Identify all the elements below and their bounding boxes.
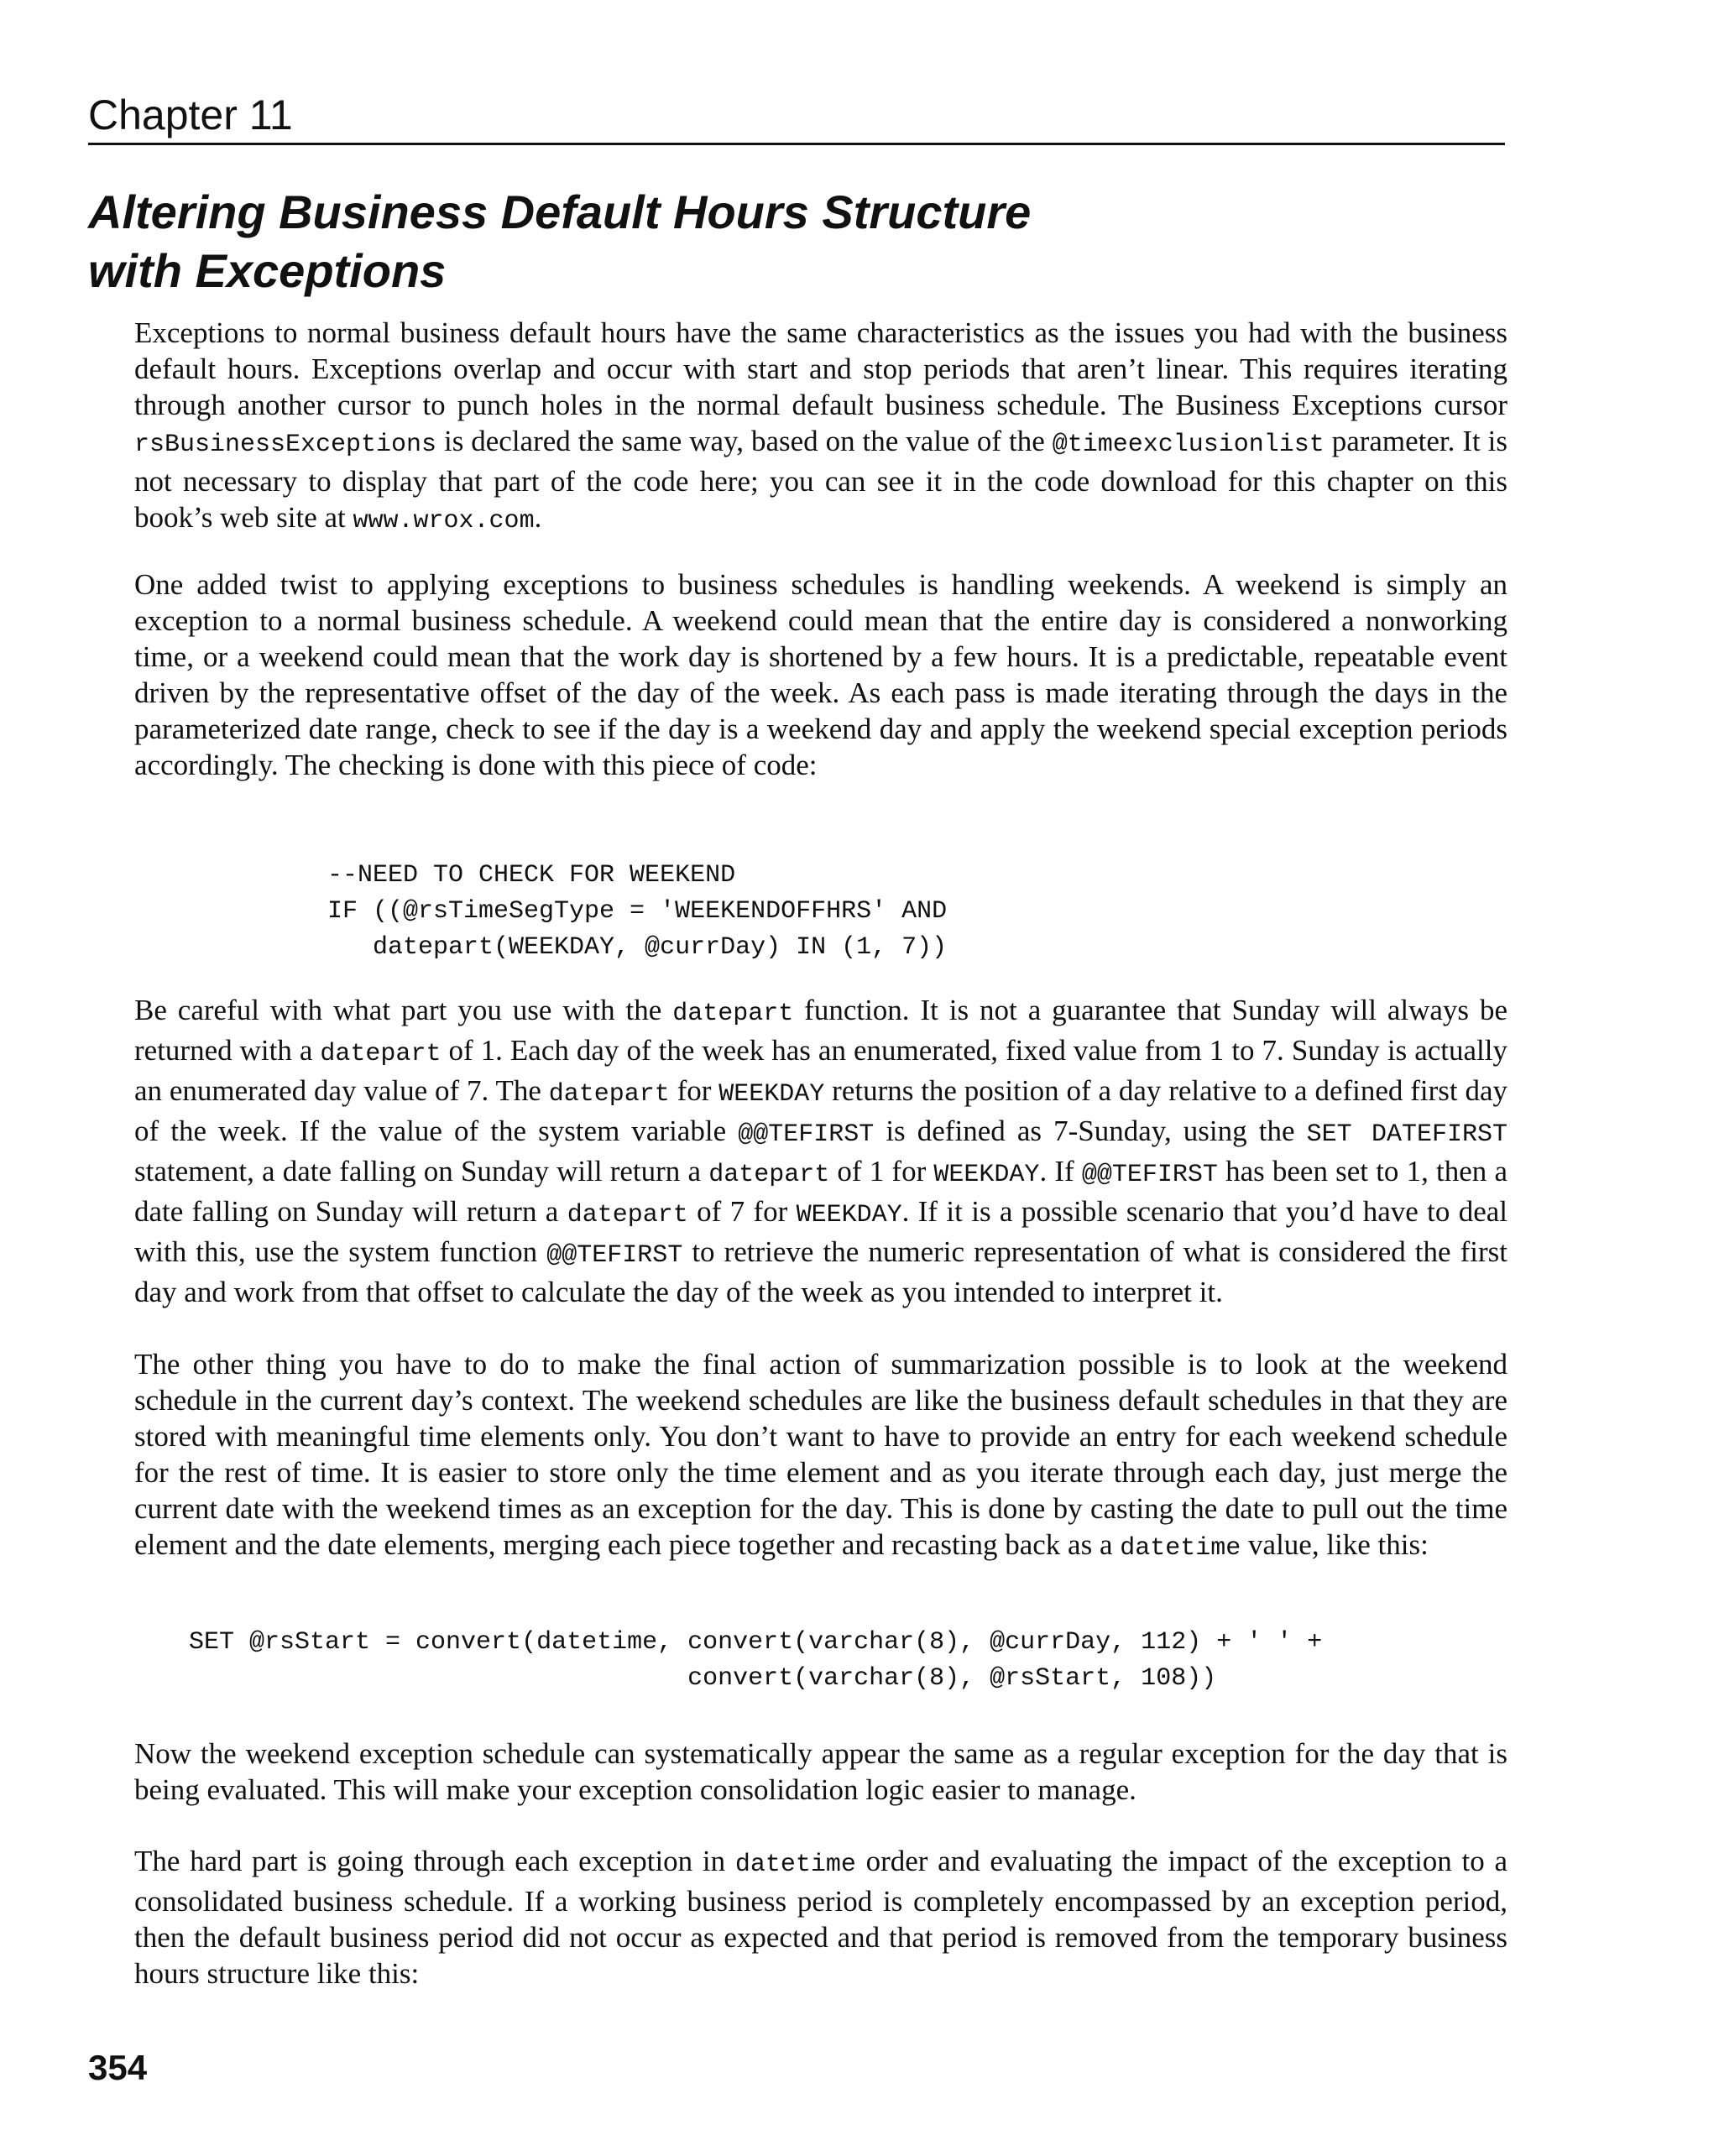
- p1-text-c: parameter. It is not necessary to display that part of the code here; you can see it in the code download for this chapter on this book’s web site at: [134, 425, 1507, 534]
- p1-code-param: @timeexclusionlist: [1052, 431, 1325, 459]
- header-rule: [88, 143, 1505, 145]
- p3-text-l: . If it is a possible scenario that you’d have to deal with this, use the system function: [134, 1195, 1507, 1268]
- section-title-line2: with Exceptions: [88, 244, 447, 297]
- p1-text-a: Exceptions to normal business default hours have the same characteristics as the issues you had with the business default hours. Exceptions overlap and occur with start and stop periods that aren’t linear. This requires iterating through another cursor to punch holes in the normal default business schedule. The Business Exceptions cursor: [134, 316, 1507, 421]
- code1-line1: --NEED TO CHECK FOR WEEKEND: [327, 861, 736, 890]
- p3-text-k: of 7 for: [687, 1195, 797, 1228]
- p3-code-11: WEEKDAY: [796, 1201, 902, 1229]
- chapter-header: Chapter 11: [88, 91, 293, 138]
- p3-text-a: Be careful with what part you use with the: [134, 994, 673, 1026]
- paragraph-5: Now the weekend exception schedule can systematically appear the same as a regular exception for the day that is being evaluated. This will make your exception consolidation logic easier to manage.: [134, 1737, 1507, 1806]
- p3-code-4: WEEKDAY: [718, 1080, 825, 1109]
- paragraph-2: One added twist to applying exceptions to business schedules is handling weekends. A weekend is simply an exception to a normal business schedule. A weekend could mean that the entire day is considered a nonworking time, or a weekend could mean that the work day is shortened by a few hours. It is a predictable, repeatable event driven by the representative offset of the day of the week. As each pass is made iterating through the days in the parameterized date range, check to see if the day is a weekend day and apply the weekend special exception periods accordingly. The checking is done with this piece of code:: [134, 568, 1507, 781]
- p3-code-6: SET DATEFIRST: [1306, 1120, 1507, 1149]
- p3-text-i: . If: [1039, 1155, 1082, 1188]
- code1-line3: datepart(WEEKDAY, @currDay) IN (1, 7)): [327, 933, 948, 962]
- p3-text-f: is defined as 7-Sunday, using the: [874, 1115, 1307, 1147]
- p6-text-a: The hard part is going through each exception in: [134, 1845, 735, 1877]
- paragraph-6: [134, 1843, 1507, 1992]
- p1-text-d: .: [534, 501, 542, 534]
- p1-code-url: www.wrox.com: [353, 507, 535, 535]
- p3-code-2: datepart: [320, 1040, 442, 1068]
- p4-text-a: The other thing you have to do to make the final action of summarization possible is to look at the weekend schedule in the current day’s context. The weekend schedules are like the business default schedules in that they are stored with meaningful time elements only. You don’t want to have to provide an entry for each weekend schedule for the rest of time. It is easier to store only the time element and as you iterate through each day, just merge the current date with the weekend times as an exception for the day. This is done by casting the date to pull out the time element and the date elements, merging each piece together and recasting back as a: [134, 1348, 1507, 1561]
- code-block-weekend-check: [327, 858, 947, 966]
- paragraph-1: [134, 315, 1507, 540]
- p3-code-10: datepart: [567, 1201, 688, 1229]
- p3-text-b: function. It is not a guarantee that Sunday will always be returned with a: [134, 994, 1507, 1067]
- code2-line2: convert(varchar(8), @rsStart, 108)): [189, 1664, 1217, 1693]
- code1-line2: IF ((@rsTimeSegType = 'WEEKENDOFFHRS' AND: [327, 897, 948, 926]
- p3-code-1: datepart: [672, 1000, 794, 1028]
- p1-code-cursor: rsBusinessExceptions: [134, 431, 437, 459]
- p6-code-1: datetime: [734, 1851, 856, 1879]
- p1-text-b: is declared the same way, based on the value of the: [436, 425, 1053, 457]
- p3-text-j: has been set to 1, then a date falling on Sunday will return a: [134, 1155, 1507, 1228]
- p3-text-h: of 1 for: [829, 1155, 934, 1188]
- code2-line1: SET @rsStart = convert(datetime, convert(varchar(8), @currDay, 112) + ' ' +: [189, 1628, 1323, 1657]
- paragraph-3: [134, 992, 1507, 1310]
- p6-text-b: order and evaluating the impact of the exception to a consolidated business schedule. If a working business period is completely encompassed by an exception period, then the default business period did not occur as expected and that period is removed from the temporary business hours structure like this:: [134, 1845, 1507, 1990]
- code-block-set-start: [189, 1625, 1322, 1697]
- p4-text-b: value, like this:: [1241, 1528, 1429, 1561]
- p3-code-12: @@TEFIRST: [546, 1241, 683, 1270]
- page-number: 354: [88, 2048, 148, 2087]
- p3-text-c: of 1. Each day of the week has an enumerated, fixed value from 1 to 7. Sunday is actually an enumerated day value of 7. The: [134, 1034, 1507, 1107]
- section-title: [88, 183, 1431, 300]
- p3-code-8: WEEKDAY: [933, 1161, 1040, 1189]
- p3-code-3: datepart: [548, 1080, 670, 1109]
- p3-code-5: @@TEFIRST: [738, 1120, 875, 1149]
- paragraph-4: [134, 1346, 1507, 1567]
- p3-text-d: for: [669, 1074, 719, 1107]
- p3-text-e: returns the position of a day relative to a defined first day of the week. If the value of the system variable: [134, 1074, 1508, 1147]
- p3-text-m: to retrieve the numeric representation of what is considered the first day and work from that offset to calculate the day of the week as you intended to interpret it.: [134, 1235, 1507, 1308]
- p3-code-9: @@TEFIRST: [1081, 1161, 1218, 1189]
- section-title-line1: Altering Business Default Hours Structure: [88, 185, 1032, 238]
- p3-code-7: datepart: [708, 1161, 830, 1189]
- p3-text-g: statement, a date falling on Sunday will return a: [134, 1155, 709, 1188]
- p4-code-1: datetime: [1120, 1534, 1241, 1563]
